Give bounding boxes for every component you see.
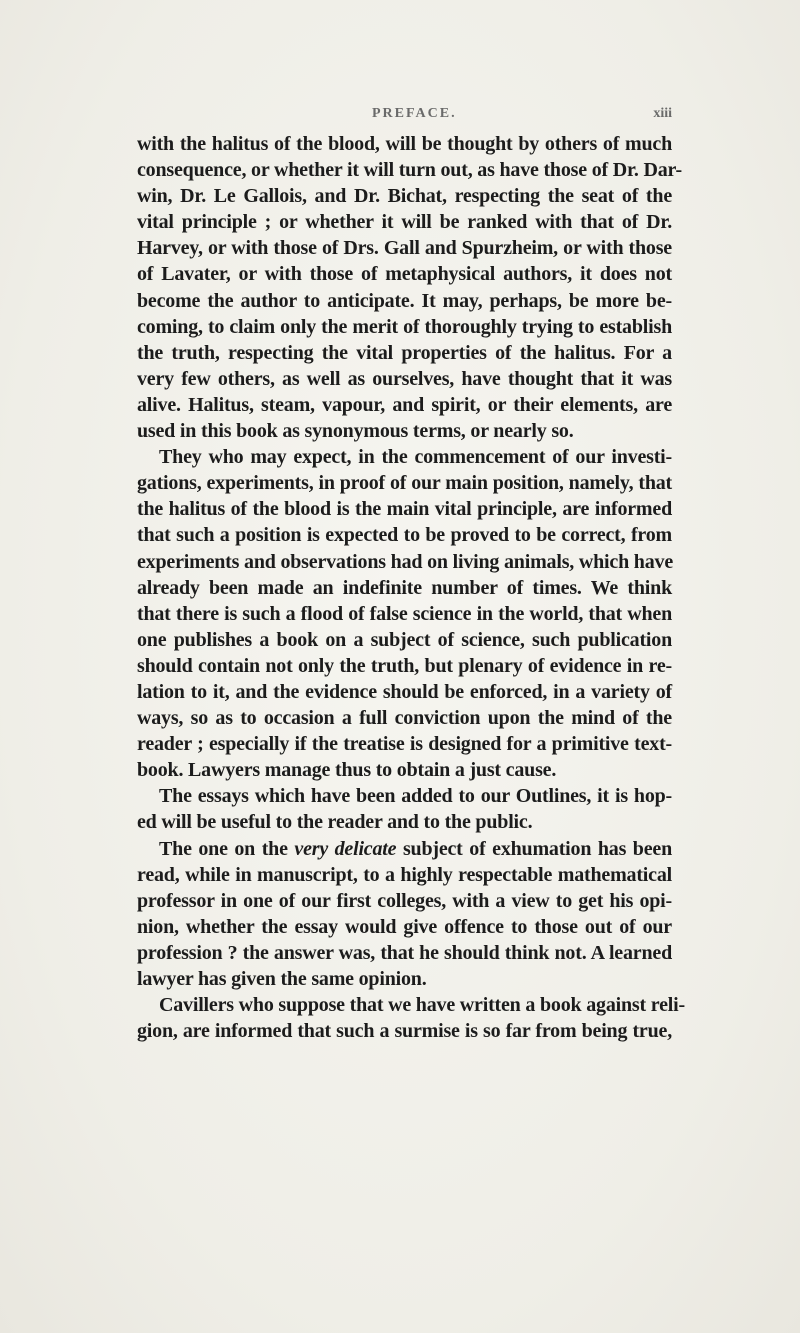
text-line: ways, so as to occasion a full conviction upon the mind of the — [137, 707, 672, 730]
text-line: profession ? the answer was, that he should think not. A learned — [137, 941, 672, 964]
text-line: experiments and observations had on living animals, which have — [137, 550, 674, 573]
text-line: lawyer has given the same opinion. — [137, 968, 427, 990]
text-line: reader ; especially if the treatise is designed for a primitive text- — [137, 733, 672, 756]
italic-emphasis: very delicate — [294, 837, 397, 860]
paragraph-start-line: They who may expect, in the commencement of our investi- — [159, 446, 672, 469]
text-line: become the author to anticipate. It may, perhaps, be more be- — [137, 289, 672, 312]
text-line: nion, whether the essay would give offence to those out of our — [137, 915, 672, 938]
text-line: read, while in manuscript, to a highly respectable mathematical — [137, 863, 672, 886]
text-line: consequence, or whether it will turn out, as have those of Dr. Dar- — [137, 159, 682, 182]
text-line: alive. Halitus, steam, vapour, and spirit, or their elements, are — [137, 393, 672, 416]
running-head: PREFACE. — [372, 106, 457, 121]
body-text — [137, 131, 685, 1044]
text-line: coming, to claim only the merit of thoroughly trying to establish — [137, 315, 672, 338]
paragraph-start-line — [137, 836, 672, 862]
text-line: lation to it, and the evidence should be enforced, in a variety of — [137, 680, 672, 703]
text-line: win, Dr. Le Gallois, and Dr. Bichat, respecting the seat of the — [137, 185, 672, 208]
text-line: of Lavater, or with those of metaphysical authors, it does not — [137, 263, 672, 286]
page-number: xiii — [653, 106, 672, 121]
text-line: already been made an indefinite number of times. We think — [137, 576, 672, 599]
text-line: should contain not only the truth, but plenary of evidence in re- — [137, 654, 672, 677]
text-line: that such a position is expected to be proved to be correct, from — [137, 524, 672, 547]
text-line: used in this book as synonymous terms, or nearly so. — [137, 420, 574, 443]
text-line: professor in one of our first colleges, with a view to get his opi- — [137, 889, 672, 912]
paragraph-start-line: The essays which have been added to our Outlines, it is hop- — [159, 785, 672, 808]
text-line: Harvey, or with those of Drs. Gall and Spurzheim, or with those — [137, 237, 672, 260]
text-line: with the halitus of the blood, will be thought by others of much — [137, 133, 672, 155]
text-line: that there is such a flood of false science in the world, that when — [137, 602, 672, 625]
text-line: ed will be useful to the reader and to the public. — [137, 811, 533, 834]
text-line: book. Lawyers manage thus to obtain a just cause. — [137, 759, 557, 782]
text-line: gations, experiments, in proof of our main position, namely, that — [137, 472, 672, 495]
text-line: vital principle ; or whether it will be ranked with that of Dr. — [137, 211, 672, 234]
text-line: very few others, as well as ourselves, have thought that it was — [137, 367, 672, 390]
text-span: subject of exhumation has been — [396, 837, 672, 860]
paragraph-start-line: Cavillers who suppose that we have written a book against reli- — [159, 994, 685, 1017]
text-line: gion, are informed that such a surmise is so far from being true, — [137, 1020, 672, 1043]
text-span: The one on the — [159, 837, 295, 860]
text-line: one publishes a book on a subject of science, such publication — [137, 628, 672, 651]
text-line: the halitus of the blood is the main vital principle, are informed — [137, 498, 672, 521]
text-line: the truth, respecting the vital properties of the halitus. For a — [137, 341, 672, 364]
